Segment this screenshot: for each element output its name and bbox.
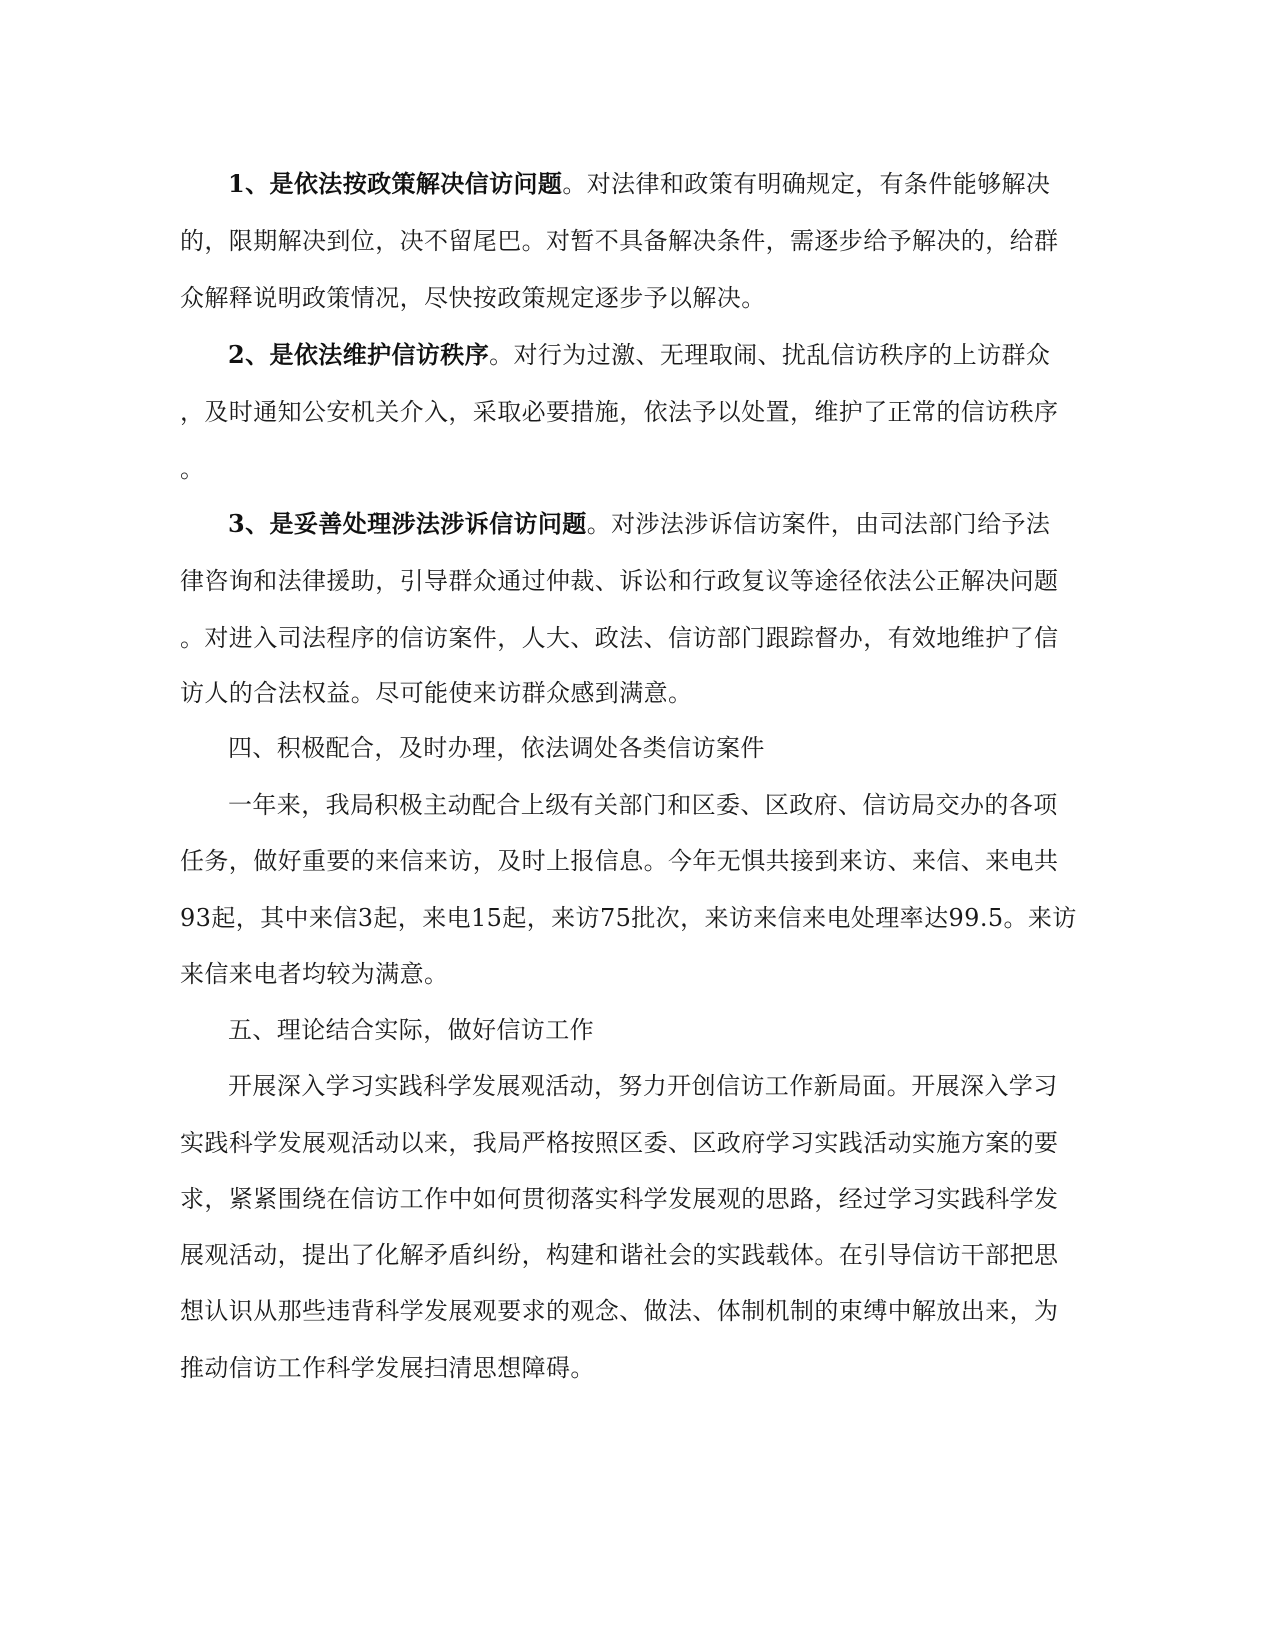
item-2-line-2: ，及时通知公安机关介入，采取必要措施，依法予以处置，维护了正常的信访秩序: [180, 398, 1059, 426]
item-3-lead: 3、是妥善处理涉法涉诉信访问题: [228, 509, 587, 538]
item-1-line-2: 的，限期解决到位，决不留尾巴。对暂不具备解决条件，需逐步给予解决的，给群: [180, 227, 1059, 255]
item-3-text-1: 。对涉法涉诉信访案件，由司法部门给予法: [586, 510, 1051, 538]
item-3-line-4: 访人的合法权益。尽可能使来访群众感到满意。: [180, 679, 693, 707]
section-5-heading: 五、理论结合实际，做好信访工作: [228, 1016, 594, 1044]
section-5-line-4: 展观活动，提出了化解矛盾纠纷，构建和谐社会的实践载体。在引导信访干部把思: [180, 1241, 1059, 1269]
section-4-line-1: 一年来，我局积极主动配合上级有关部门和区委、区政府、信访局交办的各项: [228, 791, 1058, 819]
section-5-line-1: 开展深入学习实践科学发展观活动，努力开创信访工作新局面。开展深入学习: [228, 1072, 1058, 1100]
item-1-line-1: [228, 169, 1051, 199]
section-5-line-2: 实践科学发展观活动以来，我局严格按照区委、区政府学习实践活动实施方案的要: [180, 1129, 1059, 1157]
item-2-text-1: 。对行为过激、无理取闹、扰乱信访秩序的上访群众: [489, 341, 1051, 369]
item-2-line-1: [228, 340, 1051, 370]
section-5-line-3: 求，紧紧围绕在信访工作中如何贯彻落实科学发展观的思路，经过学习实践科学发: [180, 1185, 1059, 1213]
item-1-lead: 1、是依法按政策解决信访问题: [228, 169, 563, 198]
item-1-text-1: 。对法律和政策有明确规定，有条件能够解决: [562, 170, 1051, 198]
section-4-heading: 四、积极配合，及时办理，依法调处各类信访案件: [228, 734, 765, 762]
item-3-line-1: [228, 509, 1051, 539]
item-2-lead: 2、是依法维护信访秩序: [228, 340, 490, 369]
section-4-line-4: 来信来电者均较为满意。: [180, 960, 449, 988]
item-3-line-3: 。对进入司法程序的信访案件，人大、政法、信访部门跟踪督办，有效地维护了信: [180, 624, 1059, 652]
item-3-line-2: 律咨询和法律援助，引导群众通过仲裁、诉讼和行政复议等途径依法公正解决问题: [180, 567, 1059, 595]
section-4-line-3: 93起，其中来信3起，来电15起，来访75批次，来访来信来电处理率达99.5。来访: [180, 904, 1077, 932]
item-2-line-3: 。: [180, 455, 205, 483]
section-5-line-6: 推动信访工作科学发展扫清思想障碍。: [180, 1354, 595, 1382]
section-4-line-2: 任务，做好重要的来信来访，及时上报信息。今年无惧共接到来访、来信、来电共: [180, 847, 1059, 875]
section-5-line-5: 想认识从那些违背科学发展观要求的观念、做法、体制机制的束缚中解放出来，为: [180, 1297, 1059, 1325]
item-1-line-3: 众解释说明政策情况，尽快按政策规定逐步予以解决。: [180, 284, 766, 312]
